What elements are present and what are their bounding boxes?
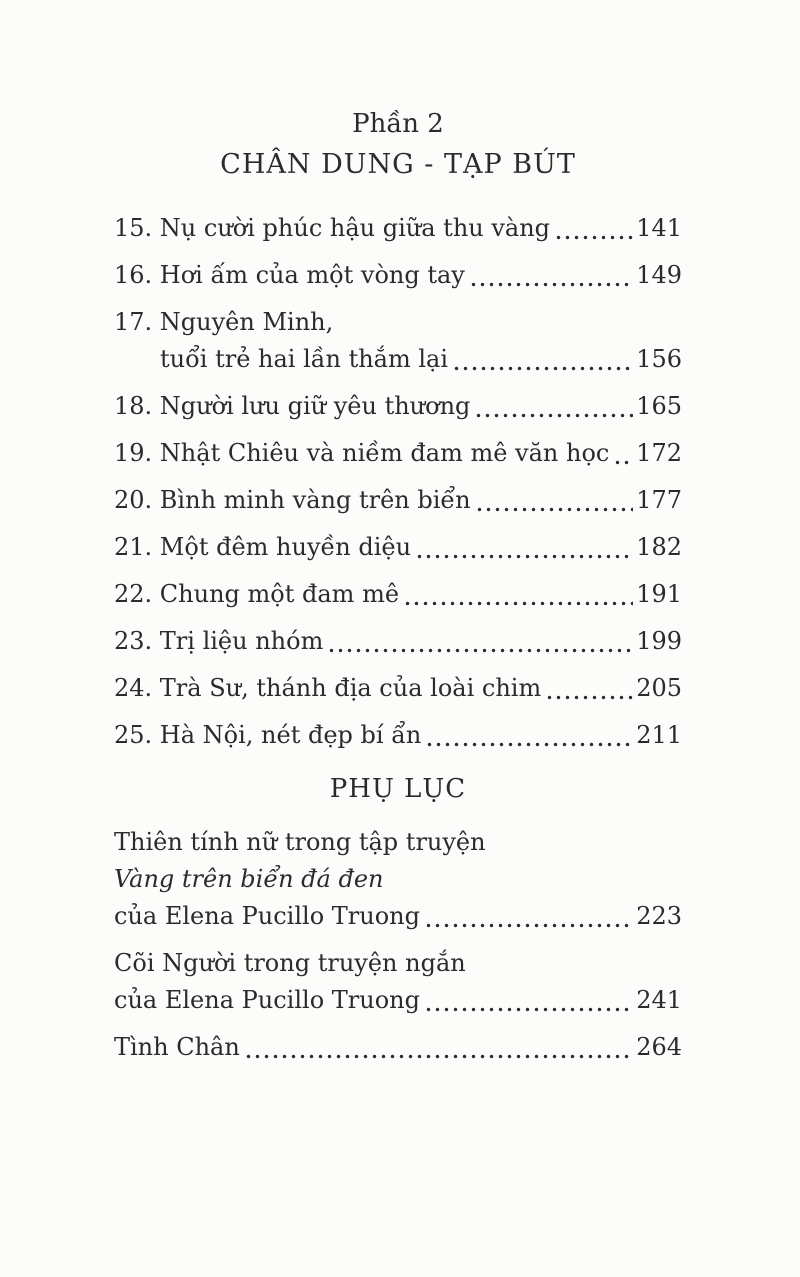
page-number: 205 xyxy=(636,674,682,702)
appendix-list xyxy=(114,824,682,1066)
toc-title: 17. Nguyên Minh, xyxy=(114,308,334,336)
dot-leader xyxy=(327,623,633,660)
appendix-title: của Elena Pucillo Truong xyxy=(114,902,420,930)
dot-leader xyxy=(425,717,633,754)
appendix-line xyxy=(114,824,682,861)
toc-line xyxy=(114,341,682,378)
page-number: 177 xyxy=(636,486,682,514)
appendix-entry xyxy=(114,1029,682,1066)
toc-title: 23. Trị liệu nhóm xyxy=(114,627,324,655)
page-number: 165 xyxy=(636,392,682,420)
page-number: 199 xyxy=(636,627,682,655)
toc-title: 21. Một đêm huyền diệu xyxy=(114,533,412,561)
toc-line xyxy=(114,257,682,294)
page-number: 156 xyxy=(636,345,682,373)
dot-leader xyxy=(474,388,633,425)
appendix-line xyxy=(114,861,682,898)
toc-line xyxy=(114,529,682,566)
toc-title: 25. Hà Nội, nét đẹp bí ẩn xyxy=(114,721,422,749)
toc-title: 24. Trà Sư, thánh địa của loài chim xyxy=(114,674,542,702)
appendix-title: Vàng trên biển đá đen xyxy=(114,865,384,893)
dot-leader xyxy=(452,341,633,378)
toc-title: 22. Chung một đam mê xyxy=(114,580,400,608)
appendix-line xyxy=(114,982,682,1019)
toc-entry xyxy=(114,435,682,472)
page-number: 149 xyxy=(636,261,682,289)
toc-line xyxy=(114,210,682,247)
toc-line xyxy=(114,623,682,660)
toc-entry xyxy=(114,388,682,425)
toc-entry xyxy=(114,576,682,613)
toc-line xyxy=(114,717,682,754)
toc-entry xyxy=(114,304,682,378)
page-number: 172 xyxy=(636,439,682,467)
toc-entry xyxy=(114,623,682,660)
page-number: 223 xyxy=(636,902,682,930)
page-number: 141 xyxy=(636,214,682,242)
toc-title: tuổi trẻ hai lần thắm lại xyxy=(160,345,449,373)
toc-entry xyxy=(114,482,682,519)
page-number: 211 xyxy=(636,721,682,749)
page-number: 241 xyxy=(636,986,682,1014)
toc-title: 20. Bình minh vàng trên biển xyxy=(114,486,471,514)
appendix-title: của Elena Pucillo Truong xyxy=(114,986,420,1014)
toc-entry xyxy=(114,717,682,754)
toc-line xyxy=(114,576,682,613)
page-number: 191 xyxy=(636,580,682,608)
toc-line xyxy=(114,482,682,519)
toc-entry xyxy=(114,529,682,566)
appendix-title: Tình Chân xyxy=(114,1033,240,1061)
toc-entry xyxy=(114,670,682,707)
section-title: CHÂN DUNG - TẠP BÚT xyxy=(220,149,576,180)
dot-leader xyxy=(545,670,633,707)
dot-leader xyxy=(554,210,633,247)
dot-leader xyxy=(475,482,634,519)
toc-line xyxy=(114,435,682,472)
toc-line xyxy=(114,304,682,341)
dot-leader xyxy=(613,435,633,472)
toc-title: 16. Hơi ấm của một vòng tay xyxy=(114,261,465,289)
appendix-entry xyxy=(114,824,682,935)
toc-title: 18. Người lưu giữ yêu thương xyxy=(114,392,471,420)
dot-leader xyxy=(424,982,633,1019)
appendix-title: Cõi Người trong truyện ngắn xyxy=(114,949,466,977)
dot-leader xyxy=(415,529,633,566)
toc-title: 15. Nụ cười phúc hậu giữa thu vàng xyxy=(114,214,551,242)
toc-entry xyxy=(114,210,682,247)
toc-entry xyxy=(114,257,682,294)
toc-title: 19. Nhật Chiêu và niềm đam mê văn học xyxy=(114,439,610,467)
dot-leader xyxy=(244,1029,633,1066)
appendix-entry xyxy=(114,945,682,1019)
page-number: 182 xyxy=(636,533,682,561)
appendix-line xyxy=(114,945,682,982)
part-label: Phần 2 xyxy=(352,109,444,139)
toc-line xyxy=(114,670,682,707)
toc-line xyxy=(114,388,682,425)
toc-list xyxy=(114,210,682,754)
dot-leader xyxy=(469,257,633,294)
appendix-line xyxy=(114,898,682,935)
appendix-title: PHỤ LỤC xyxy=(329,774,467,804)
dot-leader xyxy=(403,576,633,613)
dot-leader xyxy=(424,898,633,935)
appendix-title: Thiên tính nữ trong tập truyện xyxy=(114,828,486,856)
appendix-line xyxy=(114,1029,682,1066)
page-number: 264 xyxy=(636,1033,682,1061)
